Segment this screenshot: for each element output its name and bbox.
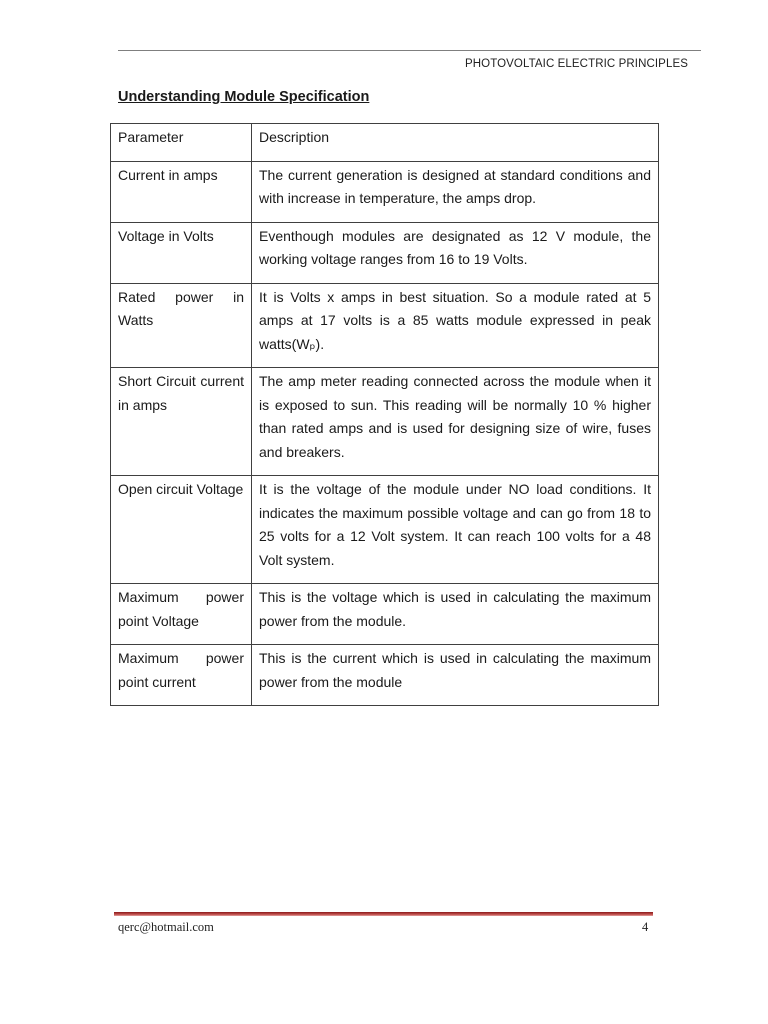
parameter-cell: Maximum power point current — [111, 645, 252, 706]
parameter-cell: Maximum power point Voltage — [111, 584, 252, 645]
description-cell: It is Volts x amps in best situation. So a module rated at 5 amps at 17 volts is a 85 watts module expressed in peak watts(Wₚ). — [252, 283, 659, 368]
table-row — [111, 222, 659, 283]
table-row — [111, 645, 659, 706]
header-rule — [118, 50, 701, 51]
table-row — [111, 476, 659, 584]
footer-email: qerc@hotmail.com — [118, 920, 214, 934]
module-specification-table — [110, 123, 659, 706]
table-row — [111, 283, 659, 368]
description-cell: It is the voltage of the module under NO load conditions. It indicates the maximum possible voltage and can go from 18 to 25 volts for a 12 Volt system. It can reach 100 volts for a 48 Volt system. — [252, 476, 659, 584]
parameter-cell: Short Circuit current in amps — [111, 368, 252, 476]
footer-rule — [114, 912, 653, 916]
description-cell: The current generation is designed at standard conditions and with increase in temperature, the amps drop. — [252, 161, 659, 222]
page-number: 4 — [642, 920, 649, 934]
table-row — [111, 368, 659, 476]
section-title: Understanding Module Specification — [118, 89, 370, 105]
table-row — [111, 161, 659, 222]
description-cell: Eventhough modules are designated as 12 V module, the working voltage ranges from 16 to 19 Volts. — [252, 222, 659, 283]
parameter-cell: Voltage in Volts — [111, 222, 252, 283]
parameter-cell: Rated power in Watts — [111, 283, 252, 368]
running-header: PHOTOVOLTAIC ELECTRIC PRINCIPLES — [464, 58, 688, 70]
parameter-cell: Current in amps — [111, 161, 252, 222]
column-header-description: Description — [252, 124, 659, 162]
description-cell: This is the current which is used in calculating the maximum power from the module — [252, 645, 659, 706]
table-header-row — [111, 124, 659, 162]
table-row — [111, 584, 659, 645]
description-cell: The amp meter reading connected across the module when it is exposed to sun. This reading will be normally 10 % higher than rated amps and is used for designing size of wire, fuses and breakers. — [252, 368, 659, 476]
description-cell: This is the voltage which is used in calculating the maximum power from the module. — [252, 584, 659, 645]
column-header-parameter: Parameter — [111, 124, 252, 162]
parameter-cell: Open circuit Voltage — [111, 476, 252, 584]
